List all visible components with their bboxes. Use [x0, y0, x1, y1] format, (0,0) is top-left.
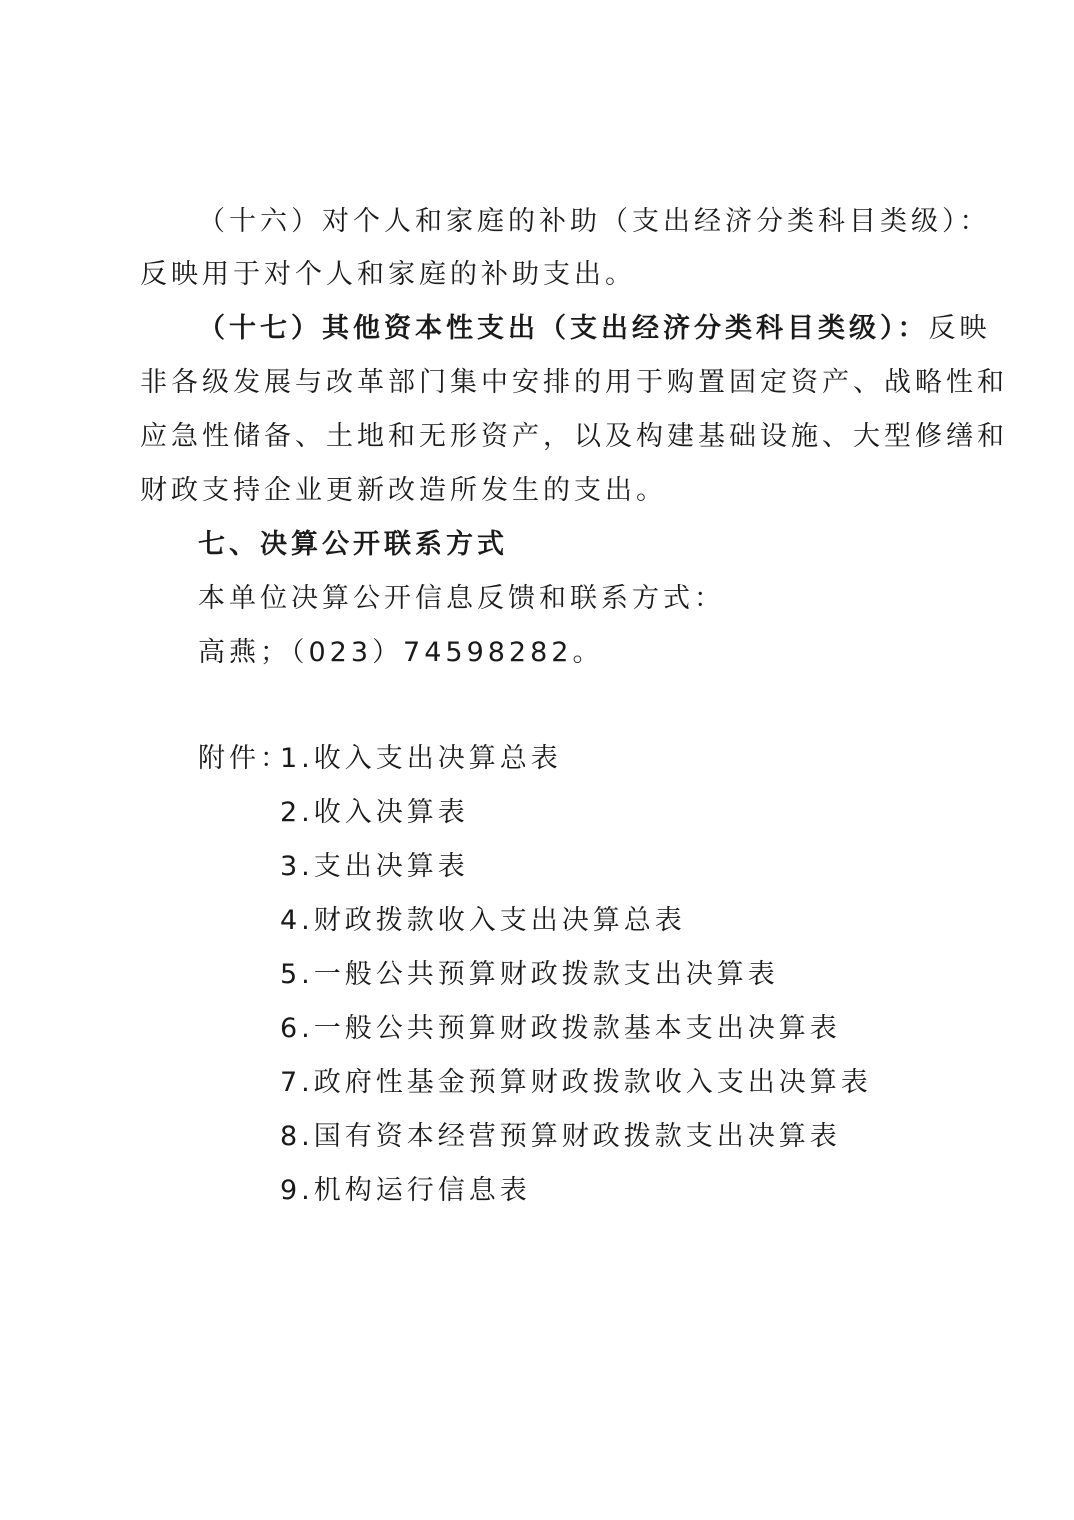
- section17-line-1: 非各级发展与改革部门集中安排的用于购置固定资产、战略性和: [140, 367, 1008, 398]
- attachment-item: 1.收入支出决算总表: [280, 743, 562, 774]
- section17-line-3: 财政支持企业更新改造所发生的支出。: [140, 475, 667, 506]
- attachment-item: 4.财政拨款收入支出决算总表: [280, 905, 686, 936]
- attachment-item: 6.一般公共预算财政拨款基本支出决算表: [280, 1013, 841, 1044]
- attachment-item: 3.支出决算表: [280, 851, 469, 882]
- attachments-label: 附件：: [198, 743, 291, 774]
- section7-intro: 本单位决算公开信息反馈和联系方式：: [198, 583, 725, 614]
- section17-line-2: 应急性储备、土地和无形资产，以及构建基础设施、大型修缮和: [140, 421, 1008, 452]
- section7-contact: 高燕；（023）74598282。: [198, 637, 604, 668]
- attachment-item: 2.收入决算表: [280, 797, 469, 828]
- attachment-item: 9.机构运行信息表: [280, 1175, 531, 1206]
- attachment-item: 8.国有资本经营预算财政拨款支出决算表: [280, 1121, 841, 1152]
- section17-title: （十七）其他资本性支出（支出经济分类科目类级）：: [198, 313, 929, 344]
- section16-body: 反映用于对个人和家庭的补助支出。: [140, 259, 636, 290]
- section7-heading: 七、决算公开联系方式: [198, 529, 508, 560]
- attachment-item: 7.政府性基金预算财政拨款收入支出决算表: [280, 1067, 872, 1098]
- attachment-item: 5.一般公共预算财政拨款支出决算表: [280, 959, 779, 990]
- section17-heading-line: [198, 310, 991, 348]
- section17-title-tail: 反映: [928, 313, 991, 344]
- section16-title: （十六）对个人和家庭的补助（支出经济分类科目类级）：: [198, 206, 991, 237]
